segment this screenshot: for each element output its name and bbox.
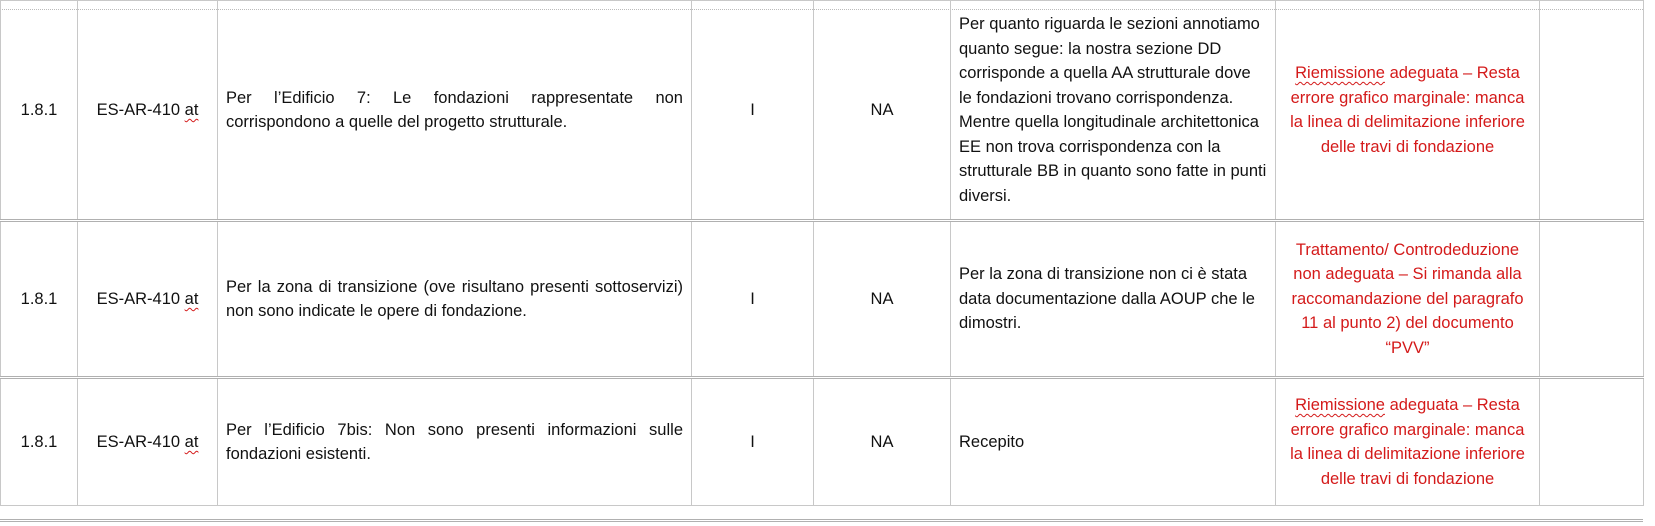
description-cell: Per l’Edificio 7: Le fondazioni rappresentate non corrispondono a quelle del progetto strutturale.	[218, 1, 692, 221]
table-row	[1, 378, 1644, 506]
row-number-cell: 1.8.1	[1, 1, 78, 221]
empty-cell	[1540, 221, 1644, 378]
evaluation-first-word: Riemissione	[1295, 64, 1385, 82]
response-cell: Per quanto riguarda le sezioni annotiamo quanto segue: la nostra sezione DD corrisponde a quella AA strutturale dove le fondazioni trovano corrispondenza. Mentre quella longitudinale architettonica EE non trova corrispondenza con la strutturale BB in quanto sono fatte in punti diversi.	[951, 1, 1276, 221]
code-main: ES-AR-410	[96, 100, 181, 119]
code-main: ES-AR-410	[96, 289, 181, 308]
table-row	[1, 1, 1644, 221]
evaluation-first-word: Riemissione	[1295, 396, 1385, 414]
response-cell: Recepito	[951, 378, 1276, 506]
status-cell: NA	[814, 378, 951, 506]
evaluation-text: Trattamento/ Controdeduzione non adeguata – Si rimanda alla raccomandazione del paragrafo 11 al punto 2) del documento “PVV”	[1291, 240, 1524, 357]
document-code-cell	[78, 221, 218, 378]
empty-cell	[1540, 378, 1644, 506]
code-suffix: at	[184, 289, 199, 308]
document-code-cell	[78, 378, 218, 506]
evaluation-cell	[1276, 221, 1540, 378]
type-cell: I	[692, 1, 814, 221]
empty-cell	[1540, 1, 1644, 221]
description-cell: Per l’Edificio 7bis: Non sono presenti informazioni sulle fondazioni esistenti.	[218, 378, 692, 506]
type-cell: I	[692, 378, 814, 506]
code-suffix: at	[184, 100, 199, 119]
document-code-cell	[78, 1, 218, 221]
code-main: ES-AR-410	[96, 432, 181, 451]
evaluation-cell	[1276, 1, 1540, 221]
code-suffix: at	[184, 432, 199, 451]
evaluation-cell	[1276, 378, 1540, 506]
evaluation-text: adeguata – Resta errore grafico marginale: manca la linea di delimitazione inferiore delle travi di fondazione	[1290, 396, 1525, 488]
evaluation-text: adeguata – Resta errore grafico marginale: manca la linea di delimitazione inferiore delle travi di fondazione	[1290, 64, 1525, 156]
table-row	[1, 221, 1644, 378]
type-cell: I	[692, 221, 814, 378]
status-cell: NA	[814, 221, 951, 378]
bottom-border-line	[0, 519, 1643, 522]
row-number-cell: 1.8.1	[1, 378, 78, 506]
response-cell: Per la zona di transizione non ci è stata data documentazione dalla AOUP che le dimostri.	[951, 221, 1276, 378]
description-cell: Per la zona di transizione (ove risultano presenti sottoservizi) non sono indicate le opere di fondazione.	[218, 221, 692, 378]
row-number-cell: 1.8.1	[1, 221, 78, 378]
status-cell: NA	[814, 1, 951, 221]
